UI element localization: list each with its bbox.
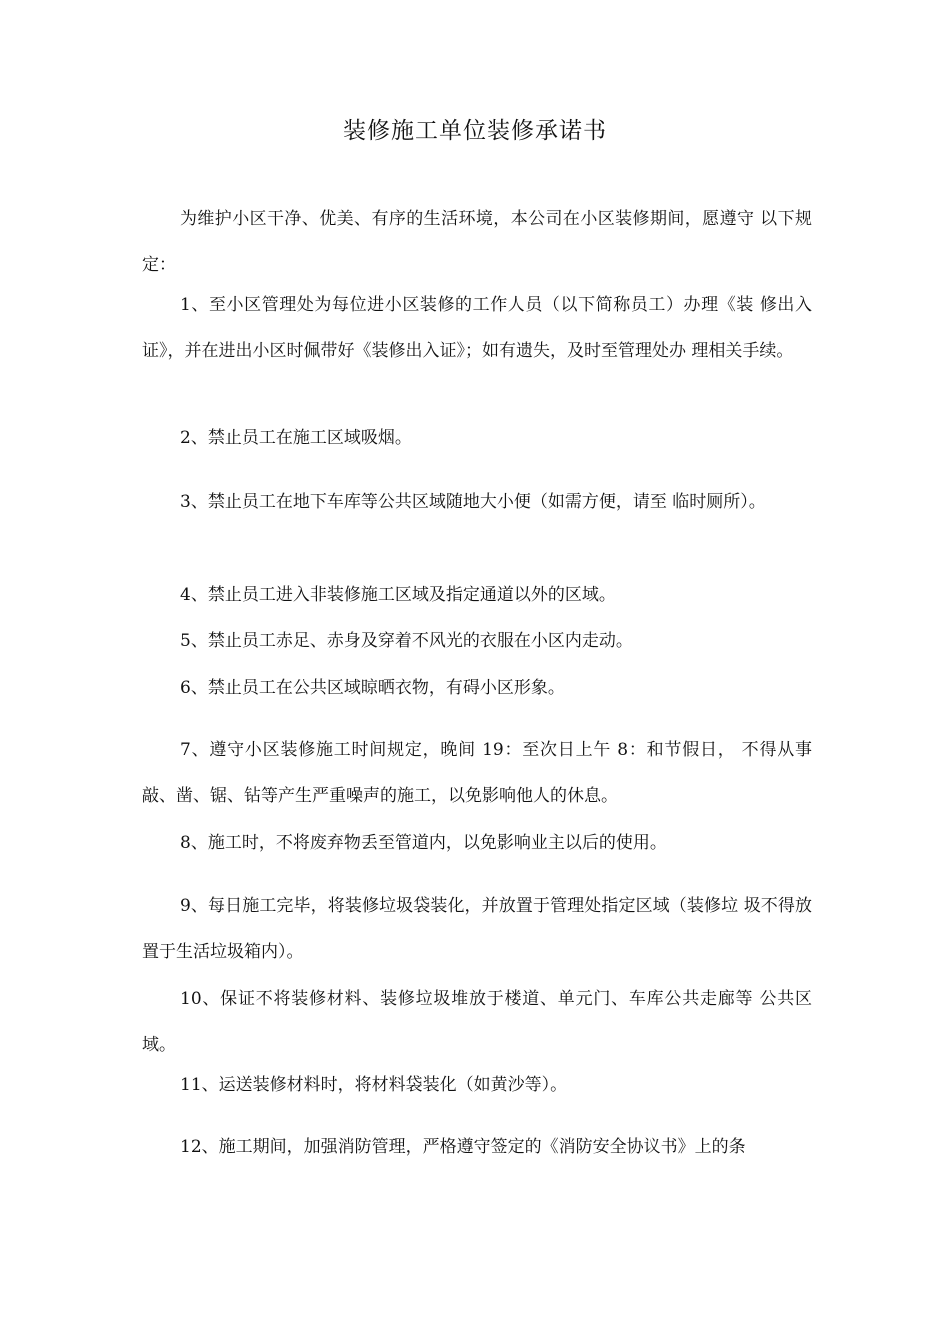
- paragraph-rule-2: 2、禁止员工在施工区域吸烟。: [180, 428, 412, 448]
- paragraph-rule-8: 8、施工时，不将废弃物丢至管道内，以免影响业主以后的使用。: [180, 833, 667, 853]
- paragraph-rule-12: 12、施工期间，加强消防管理，严格遵守签定的《消防安全协议书》上的条: [180, 1137, 746, 1157]
- paragraph-rule-11: 11、运送装修材料时，将材料袋装化（如黄沙等）。: [180, 1075, 568, 1095]
- paragraph-rule-6: 6、禁止员工在公共区域晾晒衣物，有碍小区形象。: [180, 678, 565, 698]
- paragraph-rule-9: 9、每日施工完毕，将装修垃圾袋装化，并放置于管理处指定区域（装修垃 圾不得放置于生活垃圾箱内）。: [142, 896, 812, 962]
- paragraph-rule-5: 5、禁止员工赤足、赤身及穿着不风光的衣服在小区内走动。: [180, 631, 633, 651]
- paragraph-intro: 为维护小区干净、优美、有序的生活环境，本公司在小区装修期间，愿遵守 以下规定：: [142, 209, 812, 275]
- paragraph-rule-7: 7、遵守小区装修施工时间规定，晚间 19：至次日上午 8：和节假日， 不得从事敲、凿、锯、钻等产生严重噪声的施工，以免影响他人的休息。: [142, 740, 812, 806]
- paragraph-rule-3: 3、禁止员工在地下车库等公共区域随地大小便（如需方便，请至 临时厕所）。: [180, 492, 766, 512]
- document-title: 装修施工单位装修承诺书: [343, 118, 607, 144]
- paragraph-rule-10: 10、保证不将装修材料、装修垃圾堆放于楼道、单元门、车库公共走廊等 公共区域。: [142, 989, 812, 1055]
- paragraph-rule-1: 1、至小区管理处为每位进小区装修的工作人员（以下简称员工）办理《装 修出入证》，并在进出小区时佩带好《装修出入证》；如有遗失，及时至管理处办 理相关手续。: [142, 295, 812, 361]
- paragraph-rule-4: 4、禁止员工进入非装修施工区域及指定通道以外的区域。: [180, 585, 616, 605]
